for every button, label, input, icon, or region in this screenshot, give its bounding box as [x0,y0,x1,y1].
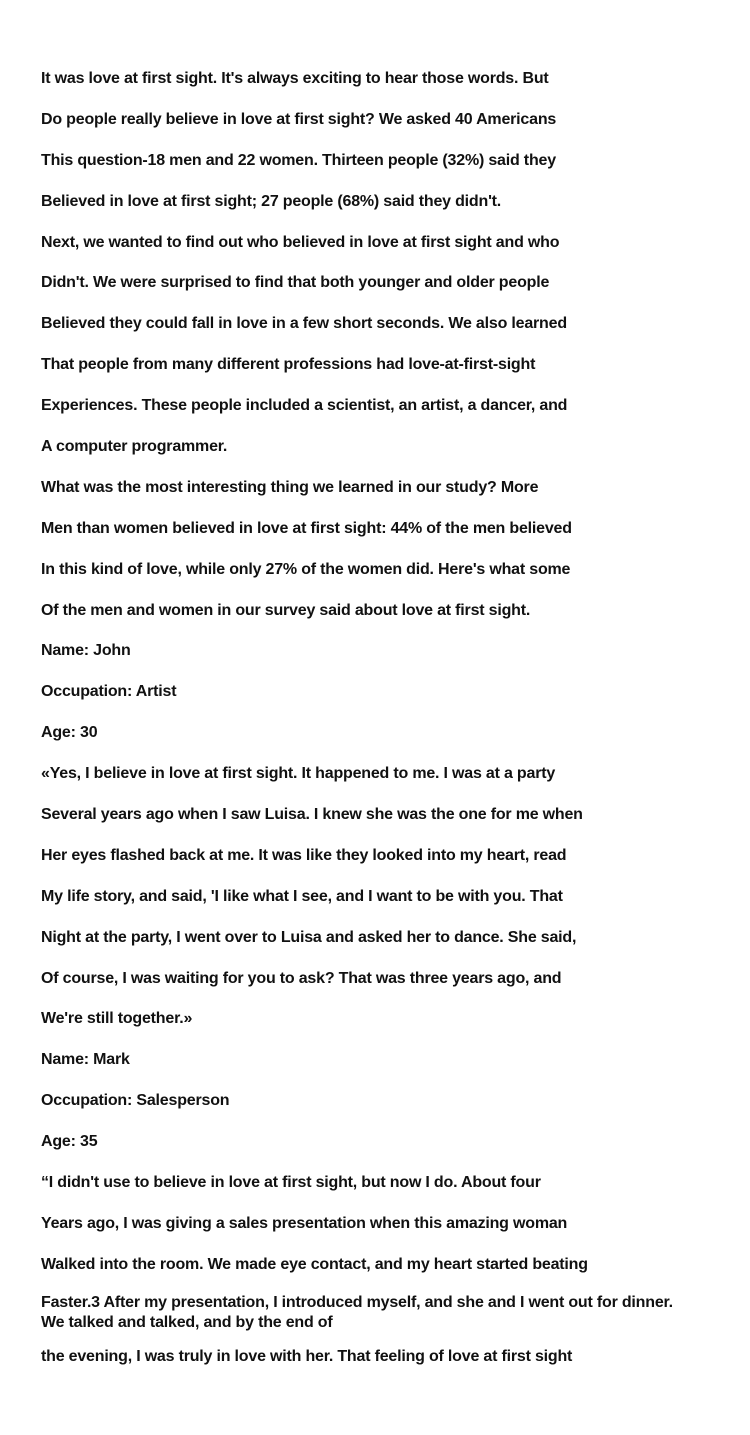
profile-occupation: Occupation: Salesperson [41,1092,230,1110]
text-line: Didn't. We were surprised to find that both younger and older people [41,274,550,292]
text-line: Next, we wanted to find out who believed in love at first sight and who [41,233,560,251]
quote-line: Several years ago when I saw Luisa. I knew she was the one for me when [41,806,583,824]
profile-occupation: Occupation: Artist [41,683,177,701]
quote-line: “I didn't use to believe in love at first sight, but now I do. About four [41,1174,541,1192]
text-line: Of the men and women in our survey said about love at first sight. [41,601,531,619]
quote-line: Her eyes flashed back at me. It was like they looked into my heart, read [41,846,567,864]
text-line: Men than women believed in love at first sight: 44% of the men believed [41,519,572,537]
quote-line: Walked into the room. We made eye contact, and my heart started beating [41,1255,588,1273]
text-line: Experiences. These people included a scientist, an artist, a dancer, and [41,397,568,415]
text-line: Believed in love at first sight; 27 people (68%) said they didn't. [41,192,502,210]
text-line: Do people really believe in love at first sight? We asked 40 Americans [41,110,557,128]
text-line: That people from many different professions had love-at-first-sight [41,356,536,374]
quote-line: Night at the party, I went over to Luisa and asked her to dance. She said, [41,928,577,946]
quote-line: Years ago, I was giving a sales presentation when this amazing woman [41,1214,568,1232]
quote-line: We talked and talked, and by the end of [41,1313,333,1331]
text-line: This question-18 men and 22 women. Thirteen people (32%) said they [41,151,556,169]
quote-line: Faster.3 After my presentation, I introduced myself, and she and I went out for dinner. [41,1293,673,1311]
quote-line: Of course, I was waiting for you to ask? That was three years ago, and [41,969,562,987]
quote-line: We're still together.» [41,1010,193,1028]
profile-name: Name: Mark [41,1051,130,1069]
text-line: Believed they could fall in love in a few short seconds. We also learned [41,315,567,333]
quote-line: «Yes, I believe in love at first sight. It happened to me. I was at a party [41,765,556,783]
article-text [41,66,750,1385]
profile-name: Name: John [41,642,131,660]
quote-line: the evening, I was truly in love with her. That feeling of love at first sight [41,1347,573,1365]
profile-age: Age: 30 [41,724,98,742]
text-line: It was love at first sight. It's always exciting to hear those words. But [41,70,549,87]
quote-line: My life story, and said, 'I like what I see, and I want to be with you. That [41,887,563,905]
text-line: A computer programmer. [41,438,228,456]
text-line: In this kind of love, while only 27% of the women did. Here's what some [41,560,571,578]
profile-age: Age: 35 [41,1133,98,1151]
text-line: What was the most interesting thing we learned in our study? More [41,478,539,496]
